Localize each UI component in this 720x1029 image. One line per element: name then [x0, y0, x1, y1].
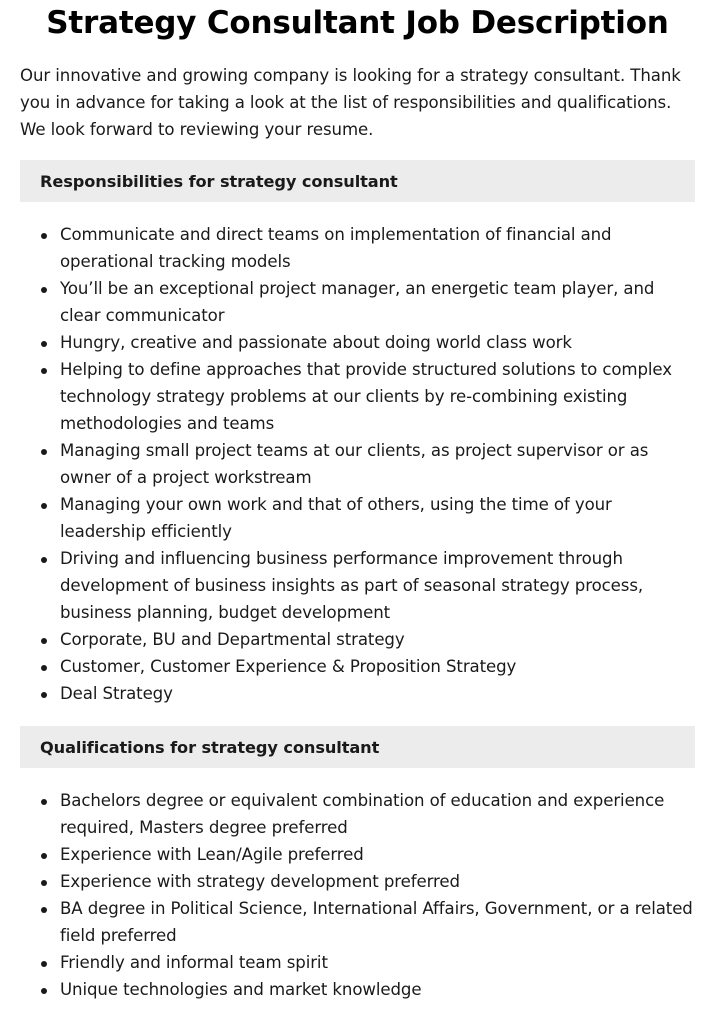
- bullet-icon: [41, 907, 47, 913]
- list-item: [20, 868, 695, 895]
- bullet-icon: [41, 449, 47, 455]
- list-item-text: Hungry, creative and passionate about doing world class work: [60, 333, 572, 352]
- list-item-text: Bachelors degree or equivalent combination of education and experience required, Masters degree preferred: [60, 791, 665, 837]
- list-item: [20, 895, 695, 949]
- list-item-text: Helping to define approaches that provide structured solutions to complex technology strategy problems at our clients by re-combining existing methodologies and teams: [60, 360, 672, 433]
- list-item-text: Corporate, BU and Departmental strategy: [60, 630, 405, 649]
- bullet-icon: [41, 503, 47, 509]
- list-item: [20, 841, 695, 868]
- page-title: Strategy Consultant Job Description: [46, 5, 669, 41]
- list-item: [20, 491, 695, 545]
- list-item: [20, 626, 695, 653]
- list-item: [20, 221, 695, 275]
- qualifications-heading: Qualifications for strategy consultant: [20, 726, 695, 768]
- list-item-text: Unique technologies and market knowledge: [60, 980, 422, 999]
- list-item-text: Experience with Lean/Agile preferred: [60, 845, 364, 864]
- bullet-icon: [41, 988, 47, 994]
- list-item: [20, 275, 695, 329]
- list-item: [20, 545, 695, 626]
- list-item: [20, 949, 695, 976]
- intro-paragraph: Our innovative and growing company is looking for a strategy consultant. Thank you in advance for taking a look at the list of responsibilities and qualifications. We look forward to reviewing your resume.: [20, 66, 681, 139]
- list-item: [20, 653, 695, 680]
- bullet-icon: [41, 692, 47, 698]
- list-item-text: Managing small project teams at our clients, as project supervisor or as owner of a project workstream: [60, 441, 649, 487]
- list-item: [20, 356, 695, 437]
- list-item-text: Experience with strategy development preferred: [60, 872, 460, 891]
- list-item-text: Managing your own work and that of others, using the time of your leadership efficiently: [60, 495, 612, 541]
- list-item-text: Communicate and direct teams on implementation of financial and operational tracking models: [60, 225, 612, 271]
- list-item-text: You’ll be an exceptional project manager, an energetic team player, and clear communicator: [60, 279, 655, 325]
- bullet-icon: [41, 368, 47, 374]
- list-item-text: Customer, Customer Experience & Proposition Strategy: [60, 657, 517, 676]
- bullet-icon: [41, 799, 47, 805]
- list-item: [20, 680, 695, 707]
- bullet-icon: [41, 341, 47, 347]
- list-item: [20, 976, 695, 1003]
- list-item: [20, 329, 695, 356]
- bullet-icon: [41, 665, 47, 671]
- list-item: [20, 787, 695, 841]
- bullet-icon: [41, 880, 47, 886]
- bullet-icon: [41, 638, 47, 644]
- list-item-text: Friendly and informal team spirit: [60, 953, 328, 972]
- bullet-icon: [41, 853, 47, 859]
- list-item: [20, 437, 695, 491]
- list-item-text: Deal Strategy: [60, 684, 173, 703]
- bullet-icon: [41, 287, 47, 293]
- bullet-icon: [41, 233, 47, 239]
- list-item-text: Driving and influencing business performance improvement through development of business insights as part of seasonal strategy process, business planning, budget development: [60, 549, 644, 622]
- responsibilities-list: [20, 221, 695, 707]
- qualifications-list: [20, 787, 695, 1003]
- bullet-icon: [41, 557, 47, 563]
- bullet-icon: [41, 961, 47, 967]
- list-item-text: BA degree in Political Science, International Affairs, Government, or a related field preferred: [60, 899, 693, 945]
- responsibilities-heading: Responsibilities for strategy consultant: [20, 160, 695, 202]
